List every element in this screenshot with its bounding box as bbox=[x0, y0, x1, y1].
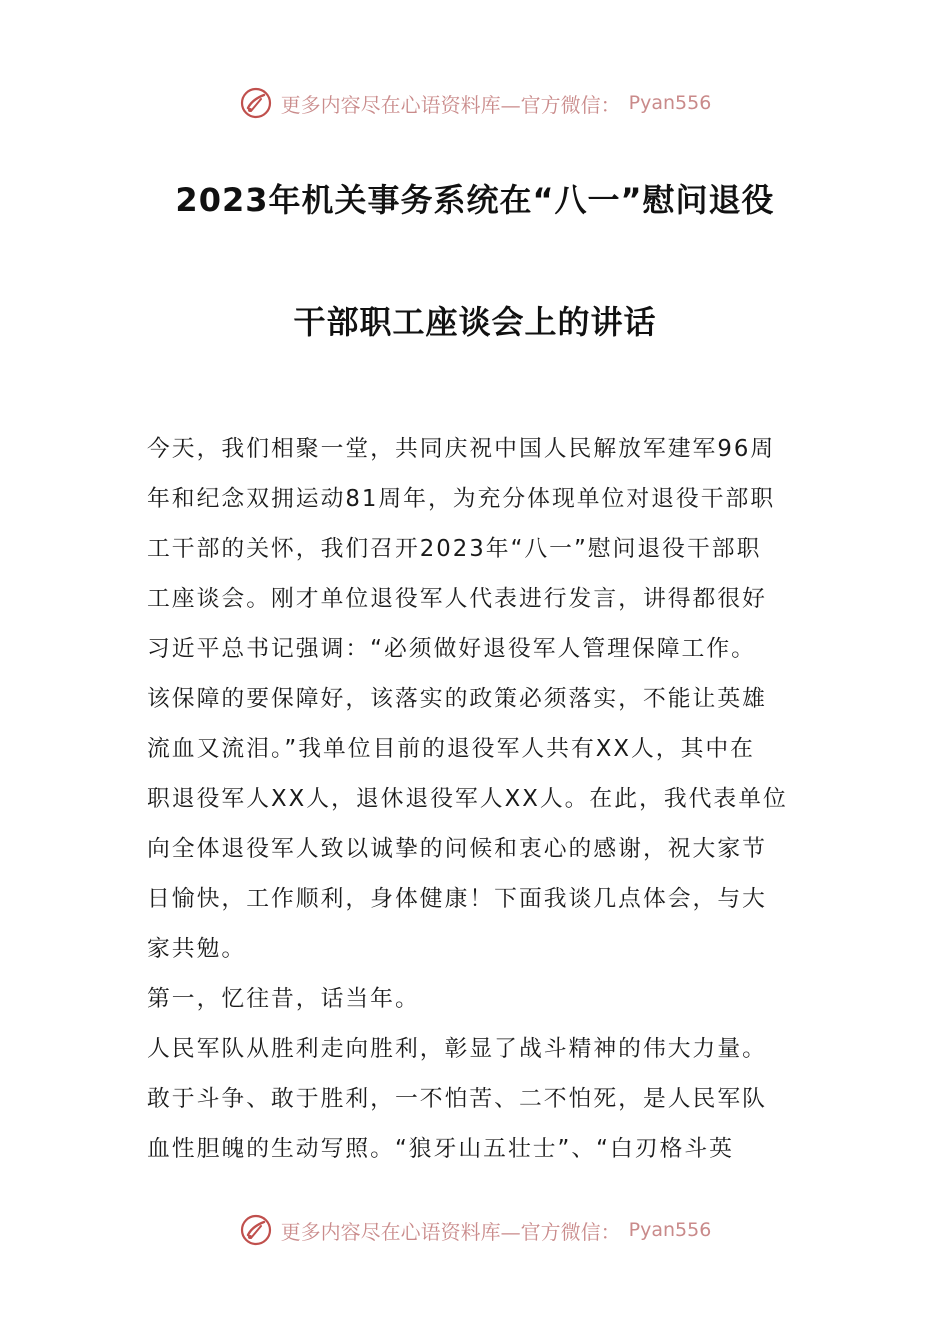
watermark-text: 更多内容尽在心语资料库—官方微信： bbox=[280, 1219, 621, 1244]
body-line: 职退役军人XX人，退休退役军人XX人。在此，我代表单位 bbox=[147, 786, 788, 812]
watermark-wechat-id: Pyan556 bbox=[628, 1219, 712, 1241]
body-line: 日愉快，工作顺利，身体健康！下面我谈几点体会，与大 bbox=[147, 886, 767, 912]
document-title-line-1: 2023年机关事务系统在“八一”慰问退役 bbox=[175, 181, 775, 219]
document-title-line-2: 干部职工座谈会上的讲话 bbox=[293, 303, 657, 341]
watermark-wechat-id: Pyan556 bbox=[628, 92, 712, 114]
body-line: 人民军队从胜利走向胜利，彰显了战斗精神的伟大力量。 bbox=[147, 1036, 767, 1062]
body-line: 血性胆魄的生动写照。“狼牙山五壮士”、“白刃格斗英 bbox=[147, 1136, 734, 1162]
body-line: 向全体退役军人致以诚挚的问候和衷心的感谢，祝大家节 bbox=[147, 836, 767, 862]
body-line: 工干部的关怀，我们召开2023年“八一”慰问退役干部职 bbox=[147, 536, 762, 562]
body-line: 今天，我们相聚一堂，共同庆祝中国人民解放军建军96周 bbox=[147, 436, 776, 462]
body-line: 工座谈会。刚才单位退役军人代表进行发言，讲得都很好 bbox=[147, 586, 767, 612]
body-line: 家共勉。 bbox=[147, 936, 247, 962]
footer-watermark bbox=[0, 1210, 950, 1250]
header-watermark bbox=[0, 83, 950, 123]
body-line: 流血又流泪。”我单位目前的退役军人共有XX人，其中在 bbox=[147, 736, 755, 762]
section-heading: 第一，忆往昔，话当年。 bbox=[147, 986, 420, 1012]
document-body bbox=[147, 424, 807, 1174]
body-line: 年和纪念双拥运动81周年，为充分体现单位对退役干部职 bbox=[147, 486, 776, 512]
logo-icon bbox=[239, 86, 273, 120]
body-line: 敢于斗争、敢于胜利，一不怕苦、二不怕死，是人民军队 bbox=[147, 1086, 767, 1112]
logo-icon bbox=[239, 1213, 273, 1247]
body-line: 习近平总书记强调：“必须做好退役军人管理保障工作。 bbox=[147, 636, 756, 662]
watermark-text: 更多内容尽在心语资料库—官方微信： bbox=[280, 92, 621, 117]
body-line: 该保障的要保障好，该落实的政策必须落实，不能让英雄 bbox=[147, 686, 767, 712]
